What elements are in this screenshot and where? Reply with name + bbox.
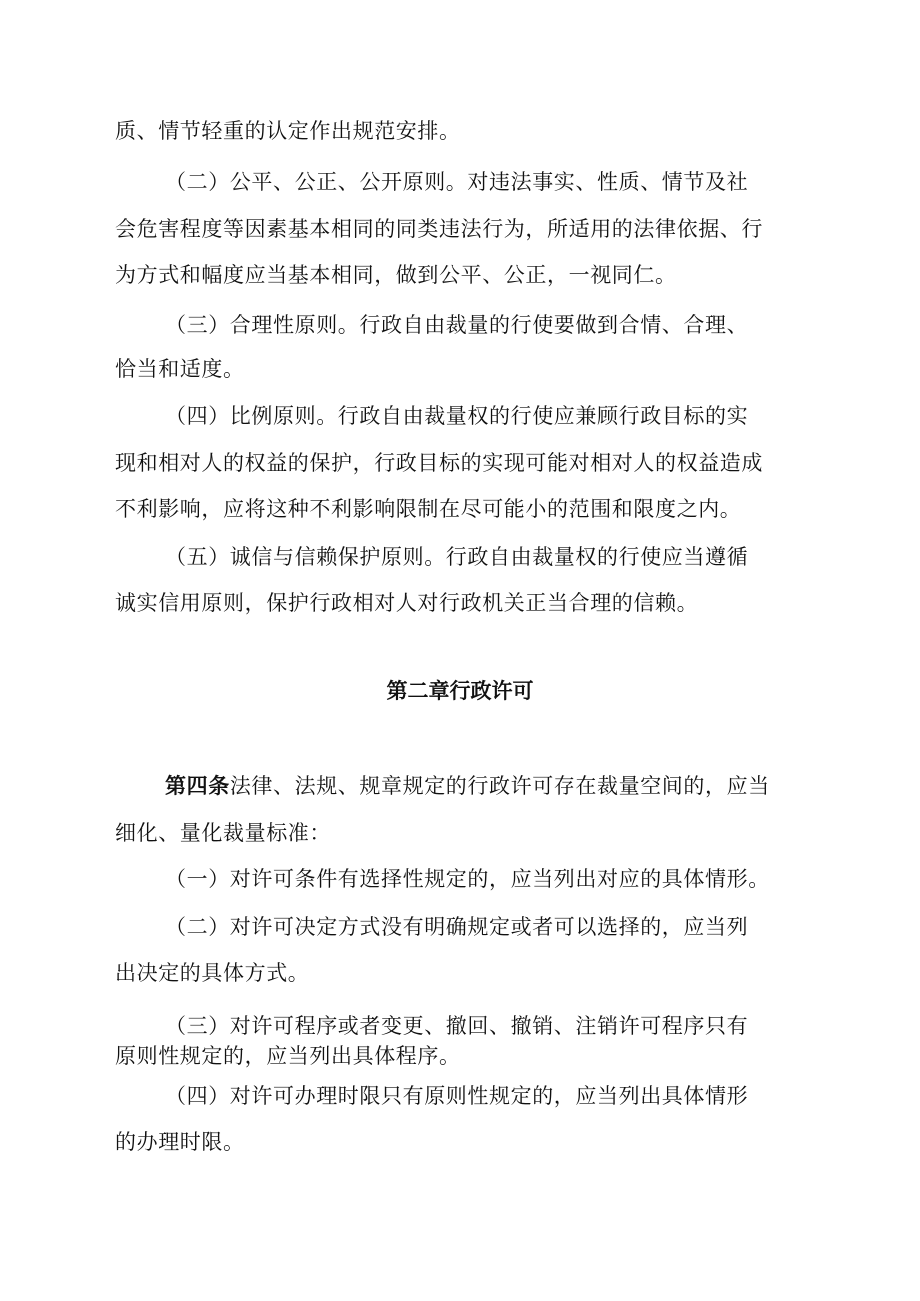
list-item: （四）对许可办理时限只有原则性规定的，应当列出具体情形 xyxy=(165,1084,749,1108)
text-line: 质、情节轻重的认定作出规范安排。 xyxy=(115,119,461,143)
chapter-title: 第二章行政许可 xyxy=(386,679,534,703)
text-line: 为方式和幅度应当基本相同，做到公平、公正，一视同仁。 xyxy=(115,263,677,287)
list-item: 出决定的具体方式。 xyxy=(115,961,310,985)
text-line: （五）诚信与信赖保护原则。行政自由裁量权的行使应当遵循 xyxy=(165,545,749,569)
list-item: 原则性规定的，应当列出具体程序。 xyxy=(115,1044,461,1068)
text-line: （四）比例原则。行政自由裁量权的行使应兼顾行政目标的实 xyxy=(165,404,749,428)
list-item: （一）对许可条件有选择性规定的，应当列出对应的具体情形。 xyxy=(165,867,770,891)
article-text: 法律、法规、规章规定的行政许可存在裁量空间的，应当 xyxy=(229,774,770,798)
list-item: （二）对许可决定方式没有明确规定或者可以选择的，应当列 xyxy=(165,915,749,939)
article-4-line xyxy=(165,773,770,799)
text-line: 不利影响，应将这种不利影响限制在尽可能小的范围和限度之内。 xyxy=(115,497,742,521)
text-line: 现和相对人的权益的保护，行政目标的实现可能对相对人的权益造成 xyxy=(115,451,763,475)
text-line: （三）合理性原则。行政自由裁量的行使要做到合情、合理、 xyxy=(165,313,749,337)
article-label: 第四条 xyxy=(165,774,230,798)
text-line: 会危害程度等因素基本相同的同类违法行为，所适用的法律依据、行 xyxy=(115,217,763,241)
text-line: 诚实信用原则，保护行政相对人对行政机关正当合理的信赖。 xyxy=(115,591,699,615)
text-line: 细化、量化裁量标准： xyxy=(115,821,331,845)
list-item: 的办理时限。 xyxy=(115,1130,245,1154)
text-line: 恰当和适度。 xyxy=(115,357,245,381)
list-item: （三）对许可程序或者变更、撤回、撤销、注销许可程序只有 xyxy=(165,1014,749,1038)
text-line: （二）公平、公正、公开原则。对违法事实、性质、情节及社 xyxy=(165,170,749,194)
